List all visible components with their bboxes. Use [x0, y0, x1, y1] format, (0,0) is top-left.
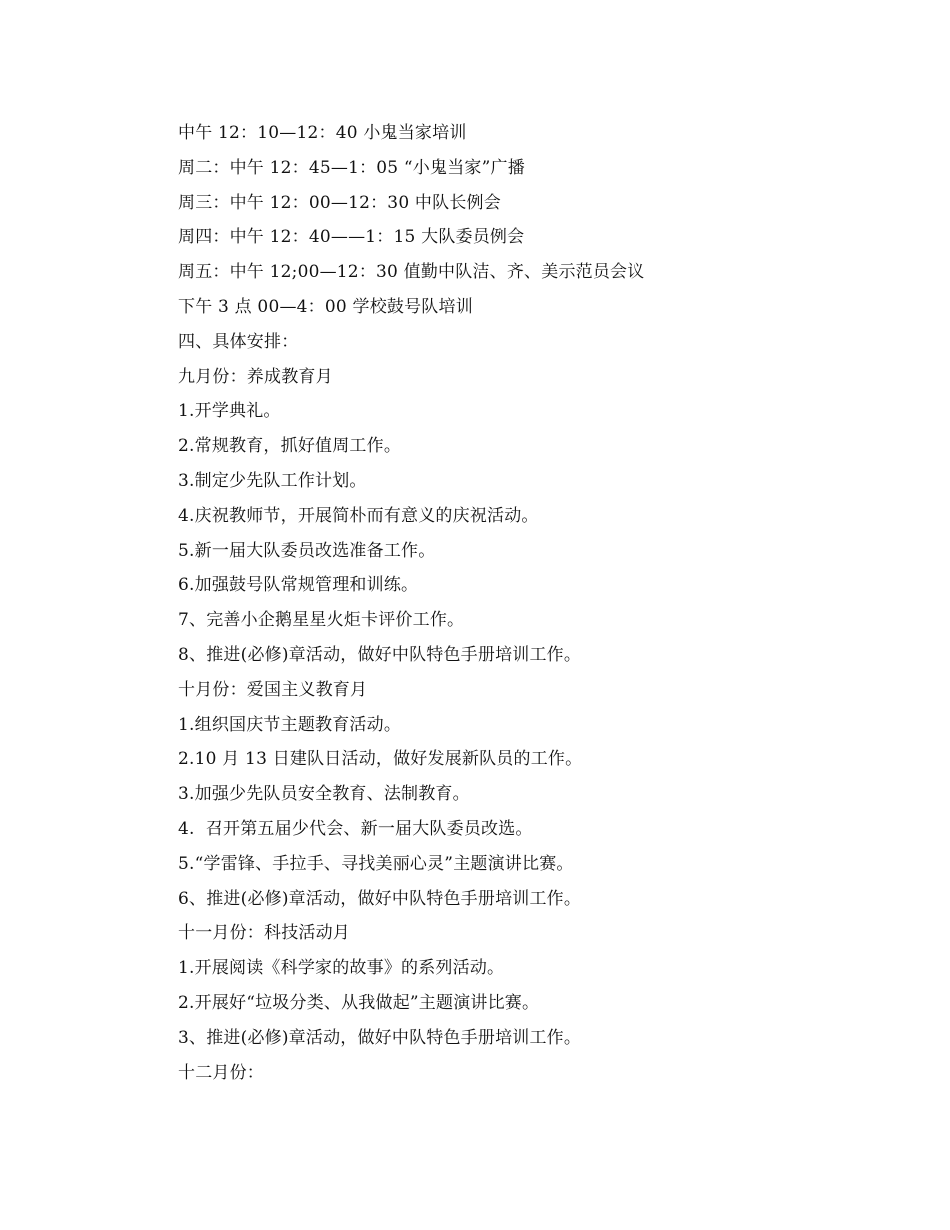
section-heading: 四、具体安排：	[178, 331, 299, 352]
list-item: 1.组织国庆节主题教育活动。	[178, 714, 402, 735]
list-item: 6、推进(必修)章活动，做好中队特色手册培训工作。	[178, 888, 582, 909]
list-item: 1.开学典礼。	[178, 401, 281, 422]
list-item: 3.制定少先队工作计划。	[178, 470, 367, 491]
list-item: 5.“学雷锋、手拉手、寻找美丽心灵”主题演讲比赛。	[178, 853, 574, 874]
list-item: 1.开展阅读《科学家的故事》的系列活动。	[178, 958, 505, 979]
text-line: 下午 3 点 00—4：00 学校鼓号队培训	[178, 296, 473, 317]
list-item: 4.庆祝教师节，开展简朴而有意义的庆祝活动。	[178, 505, 539, 526]
text-line: 周四：中午 12：40——1：15 大队委员例会	[178, 227, 525, 248]
month-heading: 九月份：养成教育月	[178, 366, 333, 387]
text-line: 周二：中午 12：45—1：05 “小鬼当家”广播	[178, 157, 525, 178]
list-item: 8、推进(必修)章活动，做好中队特色手册培训工作。	[178, 644, 582, 665]
month-heading: 十月份：爱国主义教育月	[178, 679, 368, 700]
list-item: 6.加强鼓号队常规管理和训练。	[178, 575, 419, 596]
list-item: 7、完善小企鹅星星火炬卡评价工作。	[178, 610, 465, 631]
month-heading: 十一月份：科技活动月	[178, 923, 350, 944]
text-line: 周三：中午 12：00—12：30 中队长例会	[178, 192, 501, 213]
list-item: 2.10 月 13 日建队日活动，做好发展新队员的工作。	[178, 749, 583, 770]
document-body	[178, 118, 898, 1092]
list-item: 5.新一届大队委员改选准备工作。	[178, 540, 436, 561]
month-heading: 十二月份：	[178, 1062, 264, 1083]
text-line: 中午 12：10—12：40 小鬼当家培训	[178, 123, 467, 143]
text-line: 周五：中午 12;00—12：30 值勤中队洁、齐、美示范员会议	[178, 262, 645, 283]
list-item: 2.常规教育，抓好值周工作。	[178, 436, 402, 457]
list-item: 3、推进(必修)章活动，做好中队特色手册培训工作。	[178, 1027, 582, 1048]
list-item: 2.开展好“垃圾分类、从我做起”主题演讲比赛。	[178, 992, 540, 1013]
list-item: 3.加强少先队员安全教育、法制教育。	[178, 784, 470, 805]
list-item: 4. 召开第五届少代会、新一届大队委员改选。	[178, 818, 533, 839]
